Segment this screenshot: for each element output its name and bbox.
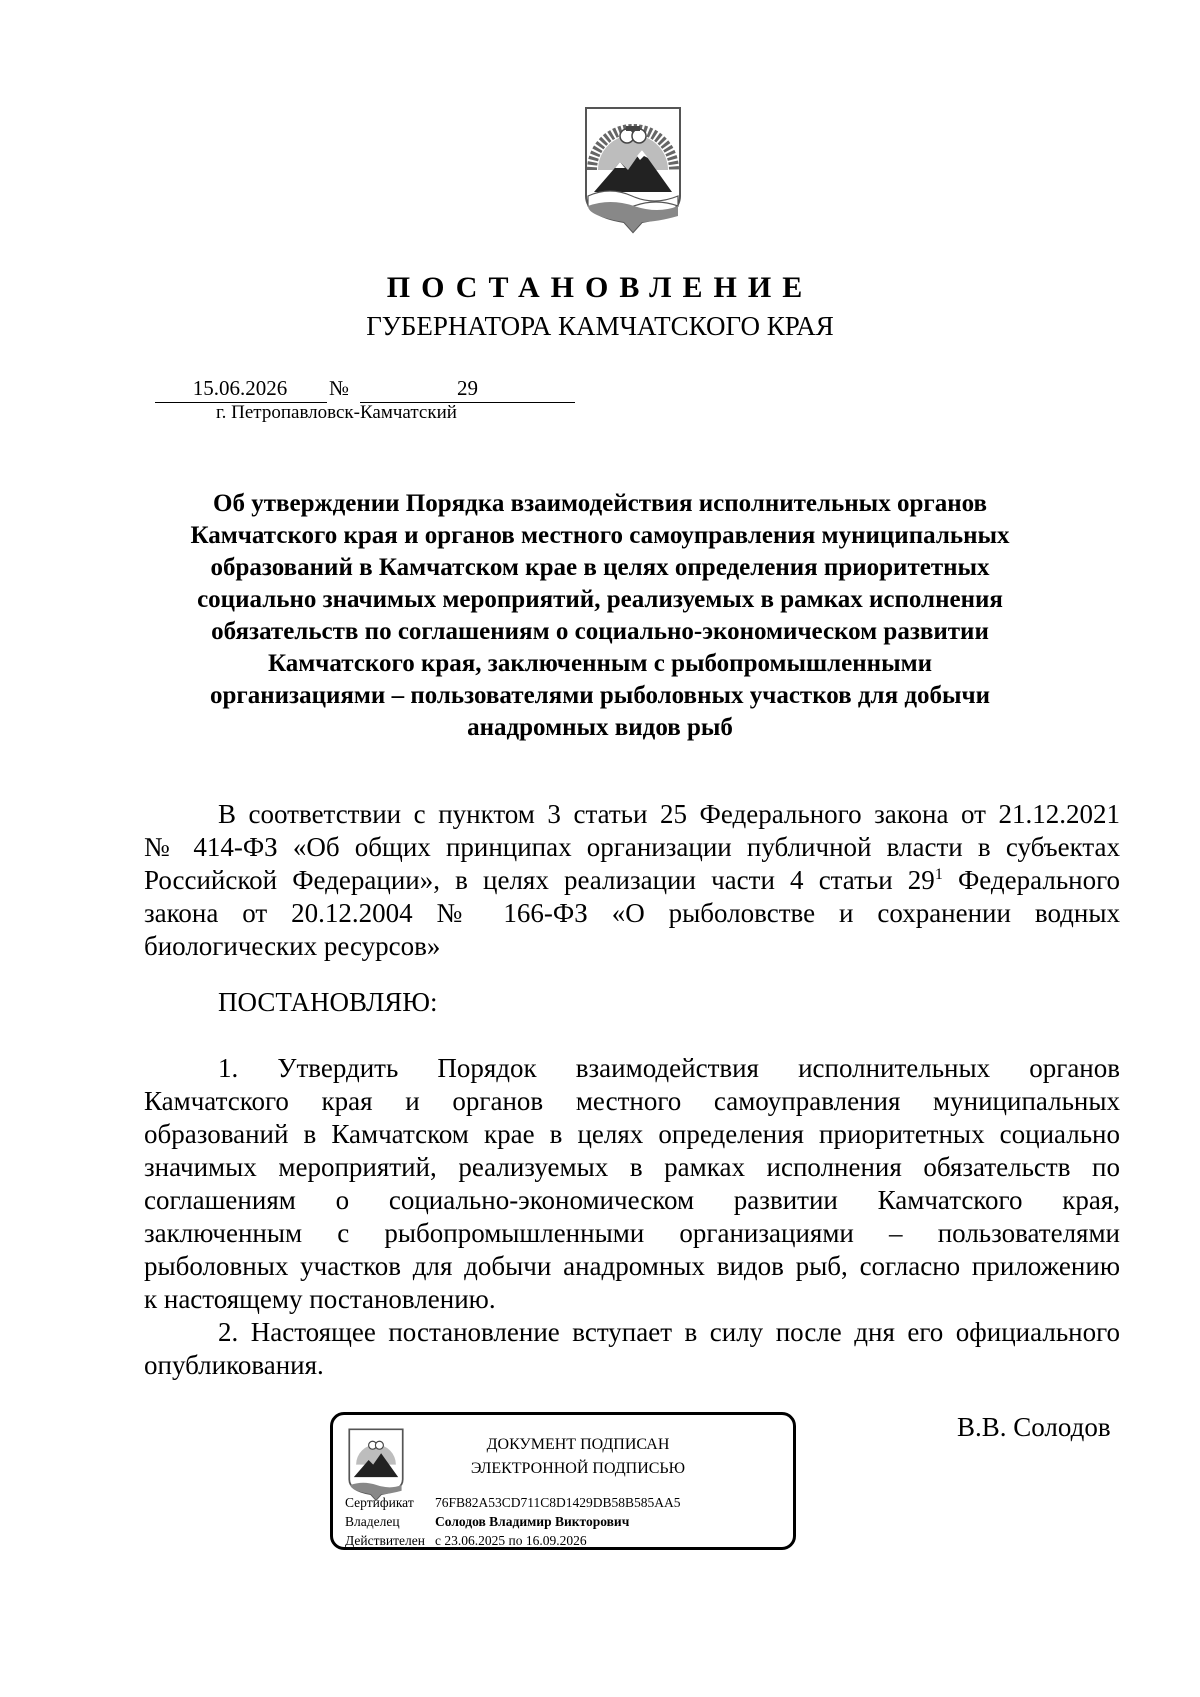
- kamchatka-emblem-icon: [582, 104, 684, 234]
- document-subtitle: ГУБЕРНАТОРА КАМЧАТСКОГО КРАЯ: [366, 311, 834, 341]
- paragraph-line: рыболовных участков для добычи анадромных видов рыб, согласно приложению: [144, 1251, 1120, 1281]
- stamp-certificate-row: [345, 1495, 681, 1511]
- paragraph-line: к настоящему постановлению.: [144, 1284, 496, 1314]
- preamble-paragraph: [144, 798, 1120, 963]
- certificate-value: 76FB82A53CD711C8D1429DB58B585AA5: [435, 1495, 681, 1510]
- e-signature-stamp: [330, 1412, 796, 1550]
- item-2-paragraph: [144, 1316, 1120, 1382]
- stamp-owner-row: [345, 1514, 629, 1530]
- paragraph-line: 2. Настоящее постановление вступает в силу после дня его официального: [218, 1317, 1120, 1347]
- kamchatka-emblem-icon: [347, 1427, 405, 1501]
- heading-line: обязательств по соглашениям о социально-экономическом развитии: [211, 618, 989, 645]
- paragraph-line: опубликования.: [144, 1350, 324, 1380]
- resolve-word: ПОСТАНОВЛЯЮ:: [218, 987, 438, 1017]
- heading-line: социально значимых мероприятий, реализуемых в рамках исполнения: [197, 586, 1003, 613]
- document-city: г. Петропавловск-Камчатский: [216, 402, 457, 423]
- signer-name: В.В. Солодов: [957, 1412, 1111, 1442]
- heading-line: Об утверждении Порядка взаимодействия исполнительных органов: [213, 490, 987, 517]
- item-1-paragraph: [144, 1052, 1120, 1316]
- paragraph-line: соглашениям о социально-экономическом развитии Камчатского края,: [144, 1185, 1120, 1215]
- heading-line: Камчатского края и органов местного самоуправления муниципальных: [190, 522, 1010, 549]
- paragraph-line: Российской Федерации», в целях реализации части 4 статьи $29^1$ Федерального: [144, 865, 1121, 895]
- document-number: 29: [457, 376, 478, 400]
- paragraph-line: значимых мероприятий, реализуемых в рамках исполнения обязательств по: [144, 1152, 1120, 1182]
- stamp-heading-line: ДОКУМЕНТ ПОДПИСАН: [486, 1436, 670, 1453]
- heading-line: организациями – пользователями рыболовных участков для добычи: [209, 682, 991, 709]
- paragraph-line: Камчатского края и органов местного самоуправления муниципальных: [144, 1086, 1120, 1116]
- stamp-validity-row: [345, 1533, 587, 1549]
- owner-value: Солодов Владимир Викторович: [435, 1514, 630, 1529]
- paragraph-line: биологических ресурсов»: [144, 931, 441, 961]
- paragraph-line: № 414-ФЗ «Об общих принципах организации публичной власти в субъектах: [144, 832, 1120, 862]
- document-heading: [150, 488, 1050, 744]
- paragraph-line: заключенным с рыбопромышленными организациями – пользователями: [144, 1218, 1120, 1248]
- document-date: 15.06.2026: [192, 376, 288, 400]
- paragraph-line: образований в Камчатском крае в целях определения приоритетных социально: [144, 1119, 1120, 1149]
- validity-value: с 23.06.2025 по 16.09.2026: [435, 1533, 587, 1548]
- validity-label: Действителен: [345, 1533, 425, 1548]
- heading-line: анадромных видов рыб: [467, 714, 733, 741]
- stamp-heading: [413, 1433, 743, 1481]
- stamp-heading-line: ЭЛЕКТРОННОЙ ПОДПИСЬЮ: [470, 1460, 686, 1477]
- heading-line: Камчатского края, заключенным с рыбопромышленными: [267, 650, 933, 677]
- document-title: ПОСТАНОВЛЕНИЕ: [386, 271, 814, 304]
- paragraph-line: 1. Утвердить Порядок взаимодействия исполнительных органов: [218, 1053, 1120, 1083]
- certificate-label: Сертификат: [345, 1495, 414, 1510]
- paragraph-line: В соответствии с пунктом 3 статьи 25 Федерального закона от 21.12.2021: [218, 799, 1120, 829]
- paragraph-line: закона от 20.12.2004 № 166-ФЗ «О рыболовстве и сохранении водных: [144, 898, 1120, 928]
- owner-label: Владелец: [345, 1514, 400, 1529]
- number-sign: №: [329, 376, 350, 400]
- heading-line: образований в Камчатском крае в целях определения приоритетных: [210, 554, 990, 581]
